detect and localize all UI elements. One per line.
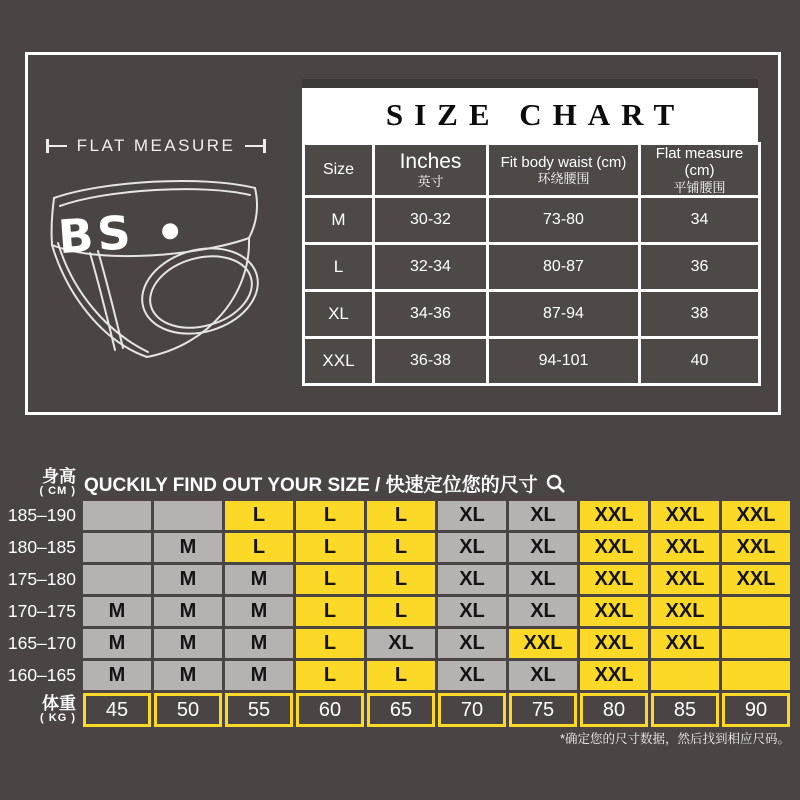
finder-cell: L	[367, 661, 435, 690]
finder-cell: XL	[438, 597, 506, 626]
weight-cell: 70	[438, 693, 506, 727]
measure-line-right	[245, 145, 263, 147]
finder-cell: L	[296, 501, 364, 530]
measure-line-left	[49, 145, 67, 147]
size-table-cell: 36	[640, 244, 760, 291]
finder-cell: M	[83, 597, 151, 626]
weight-cell: 45	[83, 693, 151, 727]
finder-cell: XXL	[651, 565, 719, 594]
finder-cell	[722, 661, 790, 690]
size-table-row	[304, 244, 760, 291]
finder-cell: M	[154, 629, 222, 658]
weight-axis-label: 体重 ( KG )	[40, 694, 76, 725]
height-row-labels	[0, 501, 76, 727]
size-finder-grid	[83, 501, 790, 727]
finder-cell: L	[367, 501, 435, 530]
finder-cell: XL	[509, 661, 577, 690]
height-range-label: 160–165	[7, 665, 76, 685]
finder-cell: L	[296, 565, 364, 594]
measure-tick-right	[263, 139, 266, 153]
height-range-label: 185–190	[7, 505, 76, 525]
finder-cell: L	[367, 597, 435, 626]
finder-cell: XXL	[580, 597, 648, 626]
size-table-cell: 40	[640, 338, 760, 385]
magnifier-icon	[546, 474, 565, 493]
col-header-inches: Inches 英寸	[374, 144, 488, 197]
size-table-cell: L	[304, 244, 374, 291]
weight-cell: 75	[509, 693, 577, 727]
finder-cell: L	[225, 533, 293, 562]
finder-cell	[154, 501, 222, 530]
finder-cell: XXL	[722, 565, 790, 594]
col-header-fit-body-waist: Fit body waist (cm) 环绕腰围	[488, 144, 640, 197]
finder-cell	[722, 629, 790, 658]
footnote: *确定您的尺寸数据，然后找到相应尺码。	[560, 732, 790, 746]
weight-cell: 85	[651, 693, 719, 727]
col-header-flat-measure: Flat measure (cm) 平铺腰围	[640, 144, 760, 197]
finder-cell: L	[296, 533, 364, 562]
finder-cell: M	[83, 661, 151, 690]
flat-measure-callout	[46, 137, 266, 155]
finder-cell: L	[367, 565, 435, 594]
size-table-body	[304, 197, 760, 385]
size-table-cell: 30-32	[374, 197, 488, 244]
size-table-cell: 36-38	[374, 338, 488, 385]
finder-cell: XL	[438, 661, 506, 690]
finder-cell: M	[154, 565, 222, 594]
size-table-row	[304, 197, 760, 244]
size-chart-title: SIZE CHART	[385, 97, 686, 132]
brand-logo-text: BS	[56, 204, 137, 265]
finder-cell: L	[296, 629, 364, 658]
size-table-cell: 38	[640, 291, 760, 338]
finder-cell: XL	[509, 533, 577, 562]
finder-cell: XXL	[722, 533, 790, 562]
finder-cell: L	[296, 597, 364, 626]
finder-title: QUCKILY FIND OUT YOUR SIZE / 快速定位您的尺寸	[84, 470, 565, 497]
size-table-cell: 94-101	[488, 338, 640, 385]
finder-cell: XXL	[651, 597, 719, 626]
finder-cell: M	[225, 661, 293, 690]
weight-cell: 55	[225, 693, 293, 727]
height-range-label: 165–170	[7, 633, 76, 653]
finder-cell: M	[83, 629, 151, 658]
finder-cell: M	[154, 597, 222, 626]
finder-cell	[83, 501, 151, 530]
finder-cell: M	[225, 629, 293, 658]
size-chart-table	[302, 142, 761, 386]
finder-cell: XL	[438, 565, 506, 594]
brand-logo-dot	[162, 223, 179, 240]
finder-cell: XXL	[580, 661, 648, 690]
size-table-cell: M	[304, 197, 374, 244]
finder-cell: XL	[438, 533, 506, 562]
finder-cell	[651, 661, 719, 690]
finder-cell: L	[225, 501, 293, 530]
size-chart-panel	[302, 88, 758, 375]
height-range-label: 175–180	[7, 569, 76, 589]
finder-cell: L	[296, 661, 364, 690]
height-axis-label: 身高 ( CM )	[39, 467, 76, 497]
weight-cell: 80	[580, 693, 648, 727]
height-range-label: 180–185	[7, 537, 76, 557]
height-range-label: 170–175	[7, 601, 76, 621]
finder-cell: XXL	[580, 501, 648, 530]
finder-cell: XXL	[580, 533, 648, 562]
finder-cell: XXL	[651, 501, 719, 530]
finder-cell: XXL	[580, 565, 648, 594]
size-table-cell: 32-34	[374, 244, 488, 291]
finder-cell: XXL	[651, 629, 719, 658]
size-table-cell: XL	[304, 291, 374, 338]
finder-cell: XXL	[722, 501, 790, 530]
weight-cell: 90	[722, 693, 790, 727]
flat-measure-label: FLAT MEASURE	[76, 136, 236, 155]
finder-cell: XL	[509, 501, 577, 530]
finder-cell: M	[225, 565, 293, 594]
finder-cell: XL	[509, 597, 577, 626]
finder-cell: XL	[509, 565, 577, 594]
finder-cell	[722, 597, 790, 626]
finder-cell: L	[367, 533, 435, 562]
finder-cell: XL	[438, 501, 506, 530]
size-table-cell: 73-80	[488, 197, 640, 244]
weight-cell: 65	[367, 693, 435, 727]
size-table-row	[304, 338, 760, 385]
finder-cell: M	[154, 533, 222, 562]
size-table-cell: 80-87	[488, 244, 640, 291]
briefs-sketch	[42, 173, 274, 371]
finder-cell	[83, 533, 151, 562]
size-table-cell: 34	[640, 197, 760, 244]
finder-cell	[83, 565, 151, 594]
finder-cell: XL	[367, 629, 435, 658]
weight-cell: 60	[296, 693, 364, 727]
finder-cell: XL	[438, 629, 506, 658]
finder-cell: XXL	[651, 533, 719, 562]
weight-cell: 50	[154, 693, 222, 727]
size-table-cell: 87-94	[488, 291, 640, 338]
size-table-row	[304, 291, 760, 338]
panel-shadow	[302, 79, 758, 88]
size-chart-header-row	[304, 144, 760, 197]
finder-cell: XXL	[509, 629, 577, 658]
finder-cell: XXL	[580, 629, 648, 658]
finder-cell: M	[154, 661, 222, 690]
size-table-cell: XXL	[304, 338, 374, 385]
col-header-size: Size	[304, 144, 374, 197]
size-table-cell: 34-36	[374, 291, 488, 338]
finder-cell: M	[225, 597, 293, 626]
